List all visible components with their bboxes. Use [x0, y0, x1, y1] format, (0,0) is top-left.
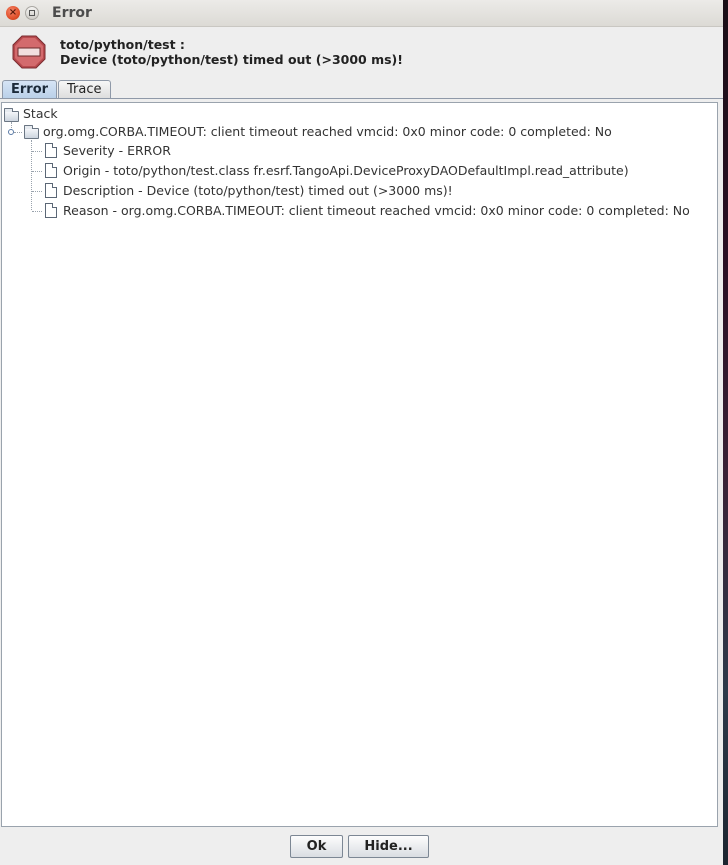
error-message: Device (toto/python/test) timed out (>3000 ms)!: [60, 52, 403, 67]
tree-connector: [32, 171, 42, 172]
tab-error[interactable]: Error: [2, 80, 57, 99]
document-icon: [45, 163, 57, 178]
folder-icon: [4, 111, 19, 122]
tree-root-stack[interactable]: Stack: [23, 106, 58, 121]
tree-connector: [32, 151, 42, 152]
ok-button[interactable]: Ok: [290, 835, 343, 858]
tree-leaf-reason[interactable]: Reason - org.omg.CORBA.TIMEOUT: client timeout reached vmcid: 0x0 minor code: 0 completed: No: [63, 203, 690, 218]
tab-trace[interactable]: Trace: [58, 80, 111, 99]
tree-node-exception[interactable]: org.omg.CORBA.TIMEOUT: client timeout reached vmcid: 0x0 minor code: 0 completed: No: [43, 124, 612, 139]
error-stack-tree[interactable]: [1, 102, 718, 827]
stop-sign-icon: [12, 35, 46, 69]
error-device-label: toto/python/test :: [60, 37, 185, 52]
document-icon: [45, 143, 57, 158]
tree-leaf-severity[interactable]: Severity - ERROR: [63, 143, 171, 158]
tree-connector: [32, 211, 42, 212]
title-bar[interactable]: [0, 0, 723, 27]
tree-connector: [14, 132, 22, 133]
window-title: Error: [52, 5, 92, 21]
tree-connector: [32, 191, 42, 192]
tree-leaf-origin[interactable]: Origin - toto/python/test.class fr.esrf.TangoApi.DeviceProxyDAODefaultImpl.read_attribute): [63, 163, 629, 178]
close-window-button[interactable]: ×: [6, 6, 20, 20]
document-icon: [45, 183, 57, 198]
maximize-window-button[interactable]: [25, 6, 39, 20]
document-icon: [45, 203, 57, 218]
folder-open-icon: [24, 128, 39, 139]
tab-divider: [0, 98, 723, 99]
hide-button[interactable]: Hide...: [348, 835, 429, 858]
tree-leaf-description[interactable]: Description - Device (toto/python/test) timed out (>3000 ms)!: [63, 183, 453, 198]
